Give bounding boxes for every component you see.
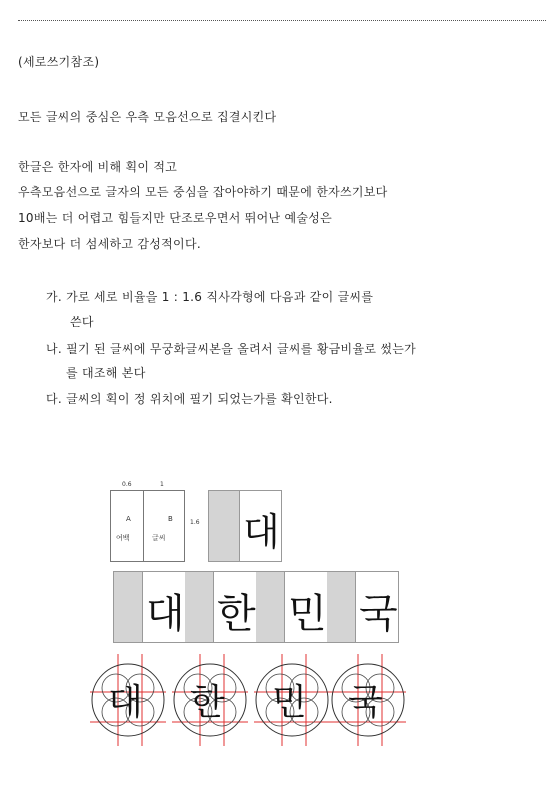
template-glyph: 대	[108, 682, 143, 723]
ratio-sample-box	[208, 490, 282, 562]
strip-glyph: 국	[359, 591, 398, 637]
ratio-cell-b	[143, 490, 185, 562]
ratio-cell-b-word: 글씨	[152, 534, 166, 542]
margin-shade	[209, 491, 240, 561]
list-text: 글씨의 획이 정 위치에 필기 되었는가를 확인한다.	[66, 392, 333, 406]
circle-template-3	[254, 654, 330, 746]
list-item-1	[46, 288, 373, 305]
list-text: 가로 세로 비율을 1 : 1.6 직사각형에 다음과 같이 글씨를	[66, 290, 374, 304]
margin-shade	[114, 572, 143, 642]
ratio-cell-a-letter: A	[126, 515, 131, 523]
margin-shade	[327, 572, 356, 642]
list-item-2	[46, 340, 416, 357]
list-marker: 가.	[46, 290, 63, 304]
headline-text: 모든 글씨의 중심은 우측 모음선으로 집결시킨다	[18, 110, 277, 124]
golden-circle-templates	[88, 652, 408, 752]
list-text: 필기 된 글씨에 무궁화글씨본을 올려서 글씨를 황금비율로 썼는가	[66, 342, 417, 356]
top-dotted-rule	[18, 20, 546, 21]
margin-shade	[256, 572, 285, 642]
ratio-cell-b-letter: B	[168, 515, 173, 523]
strip-glyph: 한	[217, 591, 256, 637]
ratio-cell-a-word: 여백	[116, 534, 130, 542]
list-item-3	[46, 390, 333, 407]
vertical-writing-note: (세로쓰기참조)	[18, 55, 100, 69]
ratio-cell-a	[110, 490, 145, 562]
template-glyph: 민	[272, 682, 307, 723]
ratio-label-height: 1.6	[190, 519, 200, 526]
template-glyph: 한	[190, 682, 225, 723]
paragraph-line-1: 한글은 한자에 비해 획이 적고	[18, 160, 178, 174]
ratio-label-text-width: 1	[160, 481, 164, 488]
circle-template-4	[330, 654, 406, 746]
word-strip	[113, 571, 399, 643]
ratio-label-margin-width: 0.6	[122, 481, 132, 488]
headline	[18, 108, 276, 125]
circle-template-1	[90, 654, 166, 746]
strip-glyph: 대	[146, 591, 185, 637]
template-glyph: 국	[348, 682, 383, 723]
paragraph-line-4: 한자보다 더 섬세하고 감성적이다.	[18, 237, 201, 251]
margin-shade	[185, 572, 214, 642]
list-marker: 나.	[46, 342, 63, 356]
paragraph-line-3: 10배는 더 어렵고 힘들지만 단조로우면서 뛰어난 예술성은	[18, 211, 333, 225]
list-item-2-continued: 를 대조해 본다	[66, 366, 146, 380]
sample-glyph: 대	[243, 510, 280, 554]
circle-template-2	[172, 654, 248, 746]
list-marker: 다.	[46, 392, 63, 406]
list-item-1-continued: 쓴다	[70, 315, 94, 329]
paragraph-line-2: 우측모음선으로 글자의 모든 중심을 잡아야하기 때문에 한자쓰기보다	[18, 185, 388, 199]
strip-glyph: 민	[288, 591, 327, 637]
